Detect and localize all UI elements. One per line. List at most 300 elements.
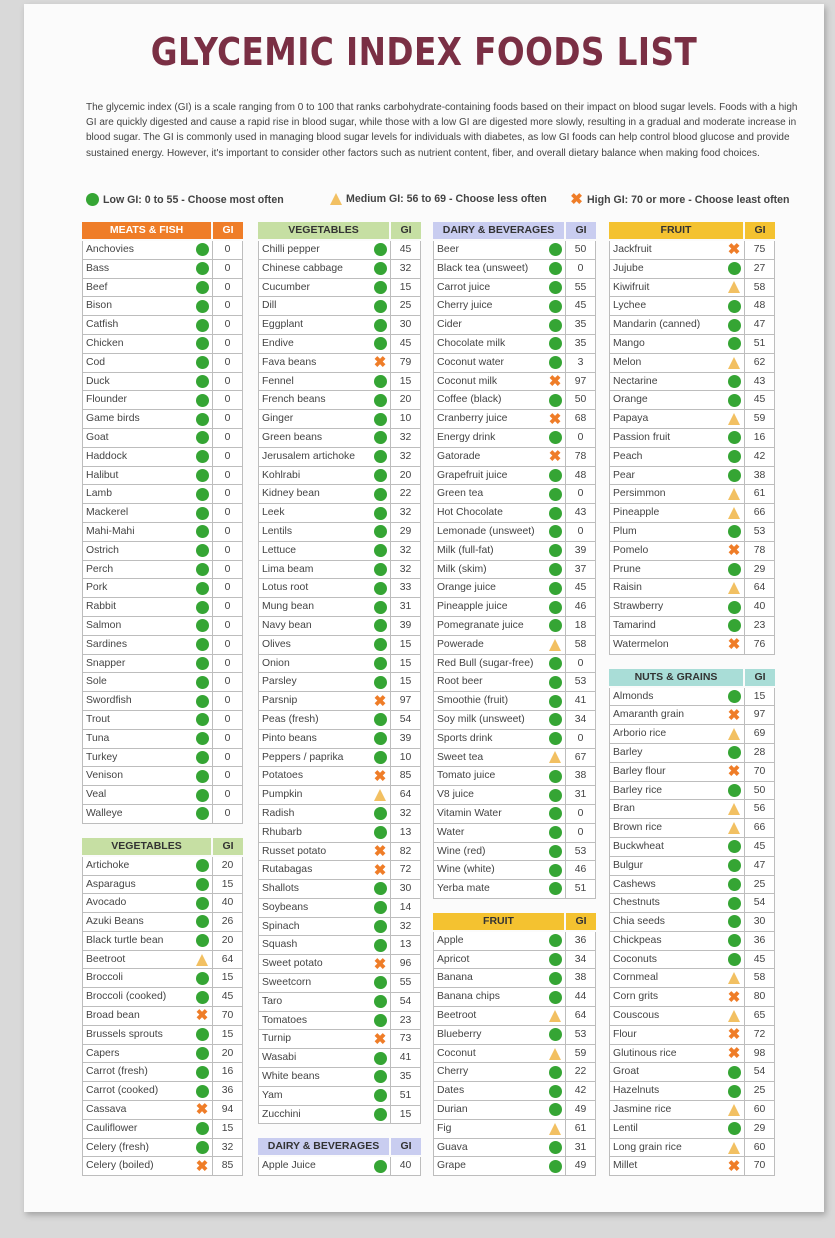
table-row — [609, 1101, 775, 1120]
gi-value: 0 — [212, 598, 242, 616]
food-name: Shallots — [262, 883, 299, 895]
food-name: Coconut — [437, 1047, 476, 1059]
food-name: V8 juice — [437, 789, 474, 801]
gi-level-indicator — [545, 523, 565, 541]
food-name: Black tea (unsweet) — [437, 262, 529, 274]
food-name: Coffee (black) — [437, 394, 502, 406]
table-row — [433, 485, 596, 504]
green-dot-icon — [196, 897, 209, 910]
food-name: Carrot juice — [437, 281, 491, 293]
gi-level-indicator — [192, 1007, 212, 1025]
gi-level-indicator — [724, 579, 744, 597]
food-name: Raisin — [613, 582, 642, 594]
gi-value: 29 — [390, 523, 420, 541]
food-name: Pork — [86, 582, 108, 594]
gi-level-indicator — [545, 1101, 565, 1119]
gi-value: 72 — [390, 861, 420, 879]
orange-x-icon: ✖ — [373, 767, 387, 785]
table-row — [609, 617, 775, 636]
green-dot-icon — [374, 582, 387, 595]
gi-value: 0 — [565, 523, 595, 541]
food-name: Cider — [437, 319, 462, 331]
green-dot-icon — [549, 657, 562, 670]
gi-value: 0 — [212, 410, 242, 428]
orange-x-icon: ✖ — [195, 1007, 209, 1025]
gi-value: 0 — [212, 354, 242, 372]
gi-level-indicator — [192, 932, 212, 950]
gi-level-indicator — [370, 391, 390, 409]
gi-value: 82 — [390, 843, 420, 861]
green-dot-icon — [549, 1028, 562, 1041]
gi-value: 18 — [565, 617, 595, 635]
gi-level-indicator — [545, 636, 565, 654]
food-name: Cassava — [86, 1104, 127, 1116]
green-dot-icon — [374, 431, 387, 444]
table-row — [609, 410, 775, 429]
gi-level-indicator — [192, 894, 212, 912]
gi-level-indicator — [545, 1063, 565, 1081]
green-dot-icon — [374, 243, 387, 256]
green-dot-icon — [549, 845, 562, 858]
table-row — [609, 429, 775, 448]
green-dot-icon — [549, 488, 562, 501]
green-dot-icon — [196, 413, 209, 426]
food-name: Lychee — [613, 300, 647, 312]
table-row — [433, 749, 596, 768]
gi-level-indicator — [545, 1045, 565, 1063]
table-row — [82, 876, 243, 895]
gi-header: GI — [566, 222, 596, 239]
gi-value: 47 — [744, 857, 774, 875]
food-name: Turkey — [86, 751, 118, 763]
green-dot-icon — [549, 469, 562, 482]
food-name: Glutinous rice — [613, 1047, 677, 1059]
gi-header: GI — [745, 222, 775, 239]
gi-level-indicator — [724, 1082, 744, 1100]
gi-level-indicator — [545, 279, 565, 297]
table-row — [82, 1007, 243, 1026]
gi-value: 0 — [565, 260, 595, 278]
gi-value: 76 — [744, 636, 774, 654]
green-dot-icon — [374, 450, 387, 463]
green-dot-icon — [374, 563, 387, 576]
gi-level-indicator — [192, 617, 212, 635]
table-row — [609, 1120, 775, 1139]
table-row — [609, 969, 775, 988]
food-name: Energy drink — [437, 431, 496, 443]
gi-value: 30 — [390, 316, 420, 334]
yellow-triangle-icon — [728, 413, 740, 425]
gi-level-indicator — [192, 504, 212, 522]
gi-value: 75 — [744, 241, 774, 259]
legend-high: ✖ High GI: 70 or more - Choose least often — [570, 191, 790, 208]
food-name: Beef — [86, 281, 108, 293]
gi-level-indicator — [192, 467, 212, 485]
food-name: Jujube — [613, 262, 644, 274]
food-name: Mackerel — [86, 507, 129, 519]
food-name: Chinese cabbage — [262, 262, 343, 274]
gi-value: 0 — [212, 655, 242, 673]
food-name: Trout — [86, 713, 110, 725]
green-dot-icon — [549, 789, 562, 802]
orange-x-icon: ✖ — [548, 448, 562, 466]
food-name: Couscous — [613, 1010, 660, 1022]
food-name: Amaranth grain — [613, 709, 685, 721]
gi-level-indicator — [370, 617, 390, 635]
green-dot-icon — [549, 1160, 562, 1173]
green-dot-icon — [549, 826, 562, 839]
table-row — [258, 297, 421, 316]
table-row — [82, 1063, 243, 1082]
food-name: Red Bull (sugar-free) — [437, 657, 534, 669]
yellow-triangle-icon — [728, 822, 740, 834]
green-dot-icon — [728, 601, 741, 614]
food-name: Ostrich — [86, 544, 119, 556]
food-name: Grape — [437, 1160, 466, 1172]
table-row — [609, 706, 775, 725]
gi-level-indicator — [370, 504, 390, 522]
green-dot-icon — [728, 319, 741, 332]
gi-value: 15 — [212, 1026, 242, 1044]
green-dot-icon — [374, 901, 387, 914]
gi-level-indicator — [545, 1139, 565, 1157]
gi-value: 20 — [390, 467, 420, 485]
table-row — [609, 932, 775, 951]
green-dot-icon — [196, 319, 209, 332]
food-name: Navy bean — [262, 619, 312, 631]
column-4 — [609, 222, 775, 1190]
food-name: Parsnip — [262, 695, 298, 707]
yellow-triangle-icon — [728, 1104, 740, 1116]
gi-header: GI — [745, 669, 775, 686]
gi-header: GI — [391, 1138, 421, 1155]
gi-value: 85 — [212, 1157, 242, 1175]
gi-level-indicator — [724, 744, 744, 762]
gi-value: 45 — [744, 838, 774, 856]
table-row — [609, 542, 775, 561]
food-name: Passion fruit — [613, 431, 671, 443]
green-dot-icon — [196, 713, 209, 726]
food-name: Powerade — [437, 638, 484, 650]
gi-value: 39 — [390, 730, 420, 748]
gi-value: 0 — [212, 373, 242, 391]
gi-value: 56 — [744, 800, 774, 818]
food-name: Cranberry juice — [437, 413, 508, 425]
food-name: Cashews — [613, 878, 656, 890]
table-row — [609, 988, 775, 1007]
gi-value: 0 — [212, 805, 242, 823]
gi-value: 78 — [744, 542, 774, 560]
table-row — [258, 561, 421, 580]
gi-value: 48 — [565, 467, 595, 485]
table-row — [433, 429, 596, 448]
gi-value: 0 — [212, 636, 242, 654]
orange-x-icon: ✖ — [727, 636, 741, 654]
green-dot-icon — [196, 915, 209, 928]
gi-level-indicator — [370, 579, 390, 597]
food-name: Groat — [613, 1066, 639, 1078]
table-header — [609, 222, 775, 239]
green-dot-icon — [728, 300, 741, 313]
food-name: Peach — [613, 450, 643, 462]
green-dot-icon — [728, 859, 741, 872]
gi-value: 40 — [744, 598, 774, 616]
table-row — [82, 410, 243, 429]
food-name: Sweet tea — [437, 751, 484, 763]
table-row — [258, 260, 421, 279]
table-row — [82, 1157, 243, 1176]
gi-level-indicator — [192, 730, 212, 748]
green-dot-icon — [549, 934, 562, 947]
gi-value: 16 — [744, 429, 774, 447]
gi-level-indicator — [545, 485, 565, 503]
gi-value: 20 — [212, 857, 242, 875]
orange-x-icon: ✖ — [727, 763, 741, 781]
gi-level-indicator — [545, 579, 565, 597]
food-name: Tamarind — [613, 619, 656, 631]
gi-value: 15 — [390, 373, 420, 391]
green-dot-icon — [374, 995, 387, 1008]
gi-value: 0 — [212, 542, 242, 560]
green-dot-icon — [374, 1089, 387, 1102]
food-name: Blueberry — [437, 1028, 482, 1040]
green-dot-icon — [549, 243, 562, 256]
green-dot-icon — [86, 193, 99, 206]
table-row — [82, 969, 243, 988]
gi-level-indicator — [724, 617, 744, 635]
gi-level-indicator — [545, 1026, 565, 1044]
food-name: Soybeans — [262, 901, 309, 913]
gi-level-indicator — [545, 711, 565, 729]
table-row — [609, 800, 775, 819]
gi-level-indicator — [545, 880, 565, 898]
gi-level-indicator — [370, 373, 390, 391]
gi-value: 45 — [390, 335, 420, 353]
page-title: GLYCEMIC INDEX FOODS LIST — [150, 30, 698, 74]
gi-value: 34 — [565, 711, 595, 729]
yellow-triangle-icon — [728, 281, 740, 293]
gi-level-indicator — [545, 1082, 565, 1100]
table-row — [258, 749, 421, 768]
table-row — [82, 354, 243, 373]
food-name: Mung bean — [262, 601, 314, 613]
orange-x-icon: ✖ — [195, 1157, 209, 1175]
gi-level-indicator — [724, 838, 744, 856]
table-row — [258, 354, 421, 373]
gi-level-indicator — [545, 373, 565, 391]
table-row — [258, 899, 421, 918]
green-dot-icon — [196, 394, 209, 407]
gi-level-indicator — [192, 636, 212, 654]
gi-value: 54 — [390, 993, 420, 1011]
gi-level-indicator — [370, 824, 390, 842]
gi-level-indicator — [192, 448, 212, 466]
green-dot-icon — [728, 934, 741, 947]
gi-level-indicator — [545, 730, 565, 748]
green-dot-icon — [196, 1047, 209, 1060]
food-name: Jerusalem artichoke — [262, 450, 355, 462]
gi-value: 67 — [565, 749, 595, 767]
orange-x-icon: ✖ — [373, 861, 387, 879]
gi-value: 96 — [390, 955, 420, 973]
food-name: Chestnuts — [613, 897, 660, 909]
gi-value: 32 — [390, 918, 420, 936]
table-fruit2 — [433, 913, 596, 1176]
gi-level-indicator — [545, 1120, 565, 1138]
table-row — [258, 241, 421, 260]
gi-value: 22 — [390, 485, 420, 503]
table-row — [258, 1030, 421, 1049]
gi-value: 47 — [744, 316, 774, 334]
gi-level-indicator — [192, 279, 212, 297]
gi-value: 97 — [390, 692, 420, 710]
food-name: Cherry juice — [437, 300, 493, 312]
food-name: Eggplant — [262, 319, 304, 331]
gi-value: 46 — [565, 598, 595, 616]
gi-level-indicator — [192, 391, 212, 409]
table-row — [609, 561, 775, 580]
food-name: Peas (fresh) — [262, 713, 319, 725]
food-name: Soy milk (unsweet) — [437, 713, 525, 725]
food-name: Perch — [86, 563, 114, 575]
green-dot-icon — [196, 619, 209, 632]
food-name: Arborio rice — [613, 728, 667, 740]
table-row — [258, 936, 421, 955]
gi-level-indicator — [192, 805, 212, 823]
gi-value: 50 — [565, 391, 595, 409]
table-row — [433, 1045, 596, 1064]
gi-level-indicator — [192, 1157, 212, 1175]
food-name: Salmon — [86, 619, 122, 631]
table-row — [609, 1026, 775, 1045]
gi-value: 36 — [565, 932, 595, 950]
food-name: Potatoes — [262, 770, 304, 782]
gi-value: 48 — [744, 297, 774, 315]
table-row — [433, 969, 596, 988]
gi-level-indicator — [192, 410, 212, 428]
gi-level-indicator — [370, 805, 390, 823]
gi-value: 51 — [390, 1087, 420, 1105]
green-dot-icon — [196, 469, 209, 482]
food-name: Durian — [437, 1104, 468, 1116]
food-name: Brown rice — [613, 822, 663, 834]
green-dot-icon — [196, 431, 209, 444]
green-dot-icon — [374, 413, 387, 426]
food-name: Apple — [437, 934, 464, 946]
green-dot-icon — [196, 375, 209, 388]
gi-level-indicator — [370, 1068, 390, 1086]
green-dot-icon — [196, 262, 209, 275]
green-dot-icon — [374, 300, 387, 313]
table-row — [433, 951, 596, 970]
table-row — [82, 730, 243, 749]
food-name: Artichoke — [86, 859, 130, 871]
gi-level-indicator — [370, 730, 390, 748]
green-dot-icon — [549, 525, 562, 538]
gi-value: 54 — [744, 894, 774, 912]
orange-x-icon: ✖ — [373, 955, 387, 973]
yellow-triangle-icon — [728, 357, 740, 369]
food-name: Long grain rice — [613, 1141, 682, 1153]
table-row — [82, 279, 243, 298]
gi-value: 64 — [565, 1007, 595, 1025]
gi-level-indicator — [370, 749, 390, 767]
gi-level-indicator — [370, 861, 390, 879]
table-row — [609, 504, 775, 523]
food-name: Pinto beans — [262, 732, 317, 744]
food-name: Yam — [262, 1089, 283, 1101]
gi-level-indicator — [545, 749, 565, 767]
orange-x-icon: ✖ — [727, 988, 741, 1006]
gi-level-indicator — [724, 279, 744, 297]
green-dot-icon — [549, 1066, 562, 1079]
gi-level-indicator — [192, 260, 212, 278]
food-name: Banana — [437, 972, 473, 984]
table-row — [433, 297, 596, 316]
table-row — [433, 542, 596, 561]
food-name: Broad bean — [86, 1010, 140, 1022]
table-header — [609, 669, 775, 686]
table-row — [433, 617, 596, 636]
gi-level-indicator — [192, 579, 212, 597]
yellow-triangle-icon — [374, 789, 386, 801]
green-dot-icon — [728, 1122, 741, 1135]
green-dot-icon — [549, 619, 562, 632]
legend-low: Low GI: 0 to 55 - Choose most often — [86, 193, 284, 206]
food-name: Almonds — [613, 690, 654, 702]
table-title: VEGETABLES — [82, 838, 211, 855]
food-name: Plum — [613, 525, 637, 537]
food-name: Lamb — [86, 488, 112, 500]
table-veg1 — [258, 222, 421, 1124]
table-row — [82, 467, 243, 486]
gi-value: 70 — [744, 763, 774, 781]
table-row — [433, 824, 596, 843]
gi-level-indicator — [545, 260, 565, 278]
gi-value: 0 — [212, 467, 242, 485]
green-dot-icon — [374, 469, 387, 482]
table-row — [258, 880, 421, 899]
table-row — [433, 1101, 596, 1120]
table-header — [82, 838, 243, 855]
green-dot-icon — [374, 1160, 387, 1173]
green-dot-icon — [374, 601, 387, 614]
gi-level-indicator — [724, 316, 744, 334]
green-dot-icon — [196, 1066, 209, 1079]
gi-value: 40 — [390, 1157, 420, 1175]
gi-level-indicator — [545, 969, 565, 987]
food-name: Bison — [86, 300, 112, 312]
food-name: Pomelo — [613, 544, 649, 556]
food-name: Kohlrabi — [262, 469, 301, 481]
green-dot-icon — [196, 243, 209, 256]
green-dot-icon — [728, 619, 741, 632]
food-name: Persimmon — [613, 488, 666, 500]
green-dot-icon — [549, 1141, 562, 1154]
gi-value: 60 — [744, 1139, 774, 1157]
green-dot-icon — [374, 807, 387, 820]
gi-value: 15 — [212, 876, 242, 894]
table-row — [433, 692, 596, 711]
food-name: Rutabagas — [262, 864, 313, 876]
table-row — [609, 913, 775, 932]
table-row — [82, 335, 243, 354]
gi-value: 42 — [744, 448, 774, 466]
food-name: Broccoli — [86, 972, 123, 984]
gi-level-indicator — [545, 316, 565, 334]
food-name: Brussels sprouts — [86, 1028, 163, 1040]
table-row — [82, 951, 243, 970]
